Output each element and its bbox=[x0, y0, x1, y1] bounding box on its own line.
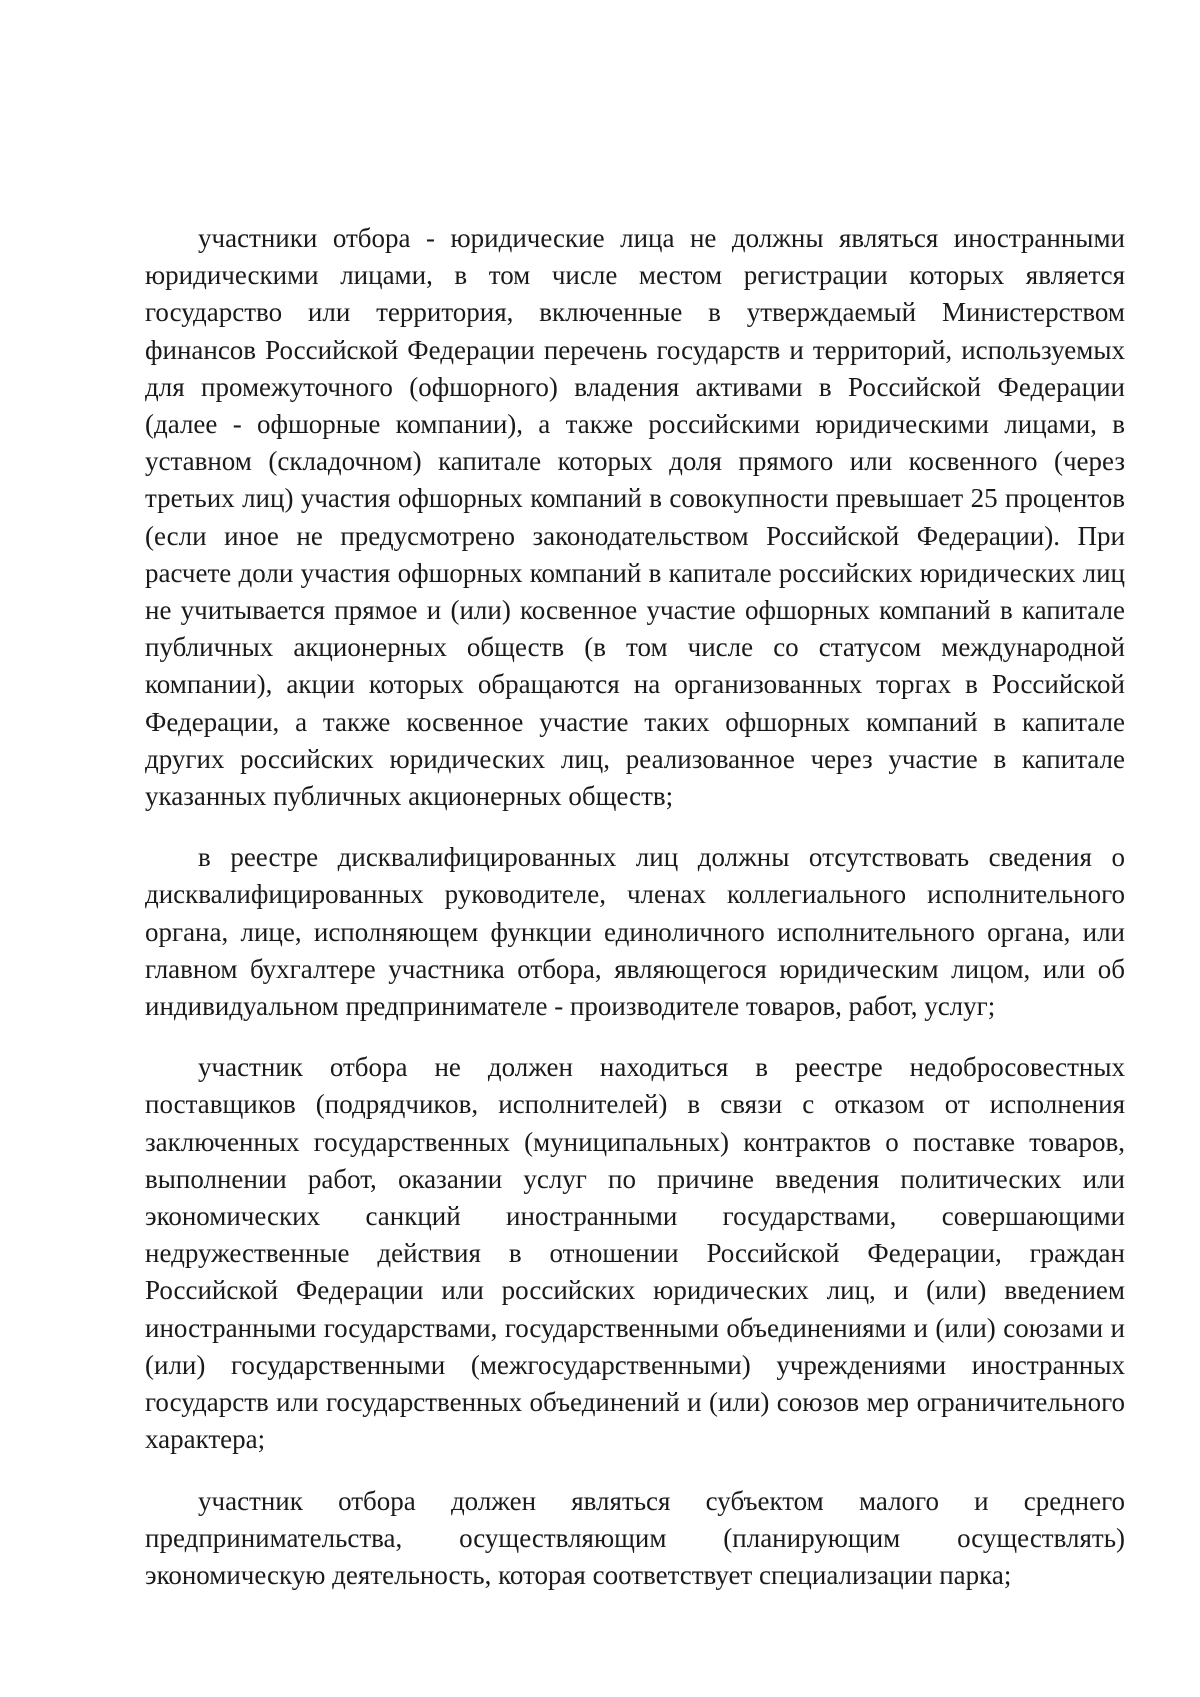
document-body bbox=[145, 220, 1125, 1618]
paragraph-offshore-requirement: участники отбора - юридические лица не должны являться иностранными юридическими лицами, в том числе местом регистрации которых является государство или территория, включенные в утверждаемый Министерством финансов Российской Федерации перечень государств и территорий, используемых для промежуточного (офшорного) владения активами в Российской Федерации (далее - офшорные компании), а также российскими юридическими лицами, в уставном (складочном) капитале которых доля прямого или косвенного (через третьих лиц) участия офшорных компаний в совокупности превышает 25 процентов (если иное не предусмотрено законодательством Российской Федерации). При расчете доли участия офшорных компаний в капитале российских юридических лиц не учитывается прямое и (или) косвенное участие офшорных компаний в капитале публичных акционерных обществ (в том числе со статусом международной компании), акции которых обращаются на организованных торгах в Российской Федерации, а также косвенное участие таких офшорных компаний в капитале других российских юридических лиц, реализованное через участие в капитале указанных публичных акционерных обществ; bbox=[145, 223, 1125, 812]
paragraph-disqualified-persons: в реестре дисквалифицированных лиц должны отсутствовать сведения о дисквалифицированных руководителе, членах коллегиального исполнительного органа, лице, исполняющем функции единоличного исполнительного органа, или главном бухгалтере участника отбора, являющегося юридическим лицом, или об индивидуальном предпринимателе - производителе товаров, работ, услуг; bbox=[145, 842, 1125, 1022]
paragraph-sme-requirement: участник отбора должен являться субъектом малого и среднего предпринимательства, осуществляющим (планирующим осуществлять) экономическую деятельность, которая соответствует специализации парка; bbox=[145, 1485, 1125, 1590]
paragraph-unscrupulous-suppliers: участник отбора не должен находиться в реестре недобросовестных поставщиков (подрядчиков, исполнителей) в связи с отказом от исполнения заключенных государственных (муниципальных) контрактов о поставке товаров, выполнении работ, оказании услуг по причине введения политических или экономических санкций иностранными государствами, совершающими недружественные действия в отношении Российской Федерации, граждан Российской Федерации или российских юридических лиц, и (или) введением иностранными государствами, государственными объединениями и (или) союзами и (или) государственными (межгосударственными) учреждениями иностранных государств или государственных объединений и (или) союзов мер ограничительного характера; bbox=[145, 1052, 1125, 1455]
